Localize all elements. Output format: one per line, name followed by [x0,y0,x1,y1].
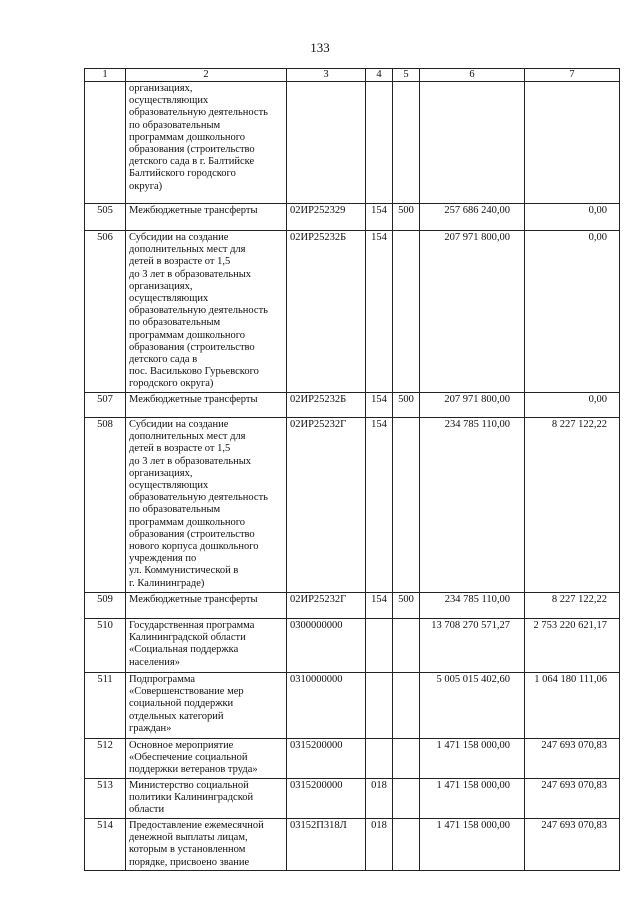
row-col5 [393,819,420,871]
row-col4: 154 [366,231,393,393]
row-amount-7: 0,00 [525,393,620,418]
row-col4: 018 [366,779,393,819]
row-number: 510 [85,619,126,673]
row-amount-6: 234 785 110,00 [420,593,525,619]
row-amount-6: 1 471 158 000,00 [420,779,525,819]
row-code: 02ИР25232Г [287,593,366,619]
row-col5 [393,779,420,819]
row-col5 [393,619,420,673]
row-amount-6 [420,82,525,204]
row-name: Межбюджетные трансферты [126,204,287,231]
row-col4: 154 [366,204,393,231]
table-row [85,82,620,204]
row-amount-6: 13 708 270 571,27 [420,619,525,673]
row-col4: 154 [366,593,393,619]
row-number: 506 [85,231,126,393]
row-number: 514 [85,819,126,871]
row-col5 [393,82,420,204]
row-number: 513 [85,779,126,819]
header-col-2: 2 [126,69,287,82]
page-number: 133 [310,40,330,55]
budget-table [84,68,620,871]
row-number: 511 [85,673,126,739]
row-code: 02ИР252329 [287,204,366,231]
row-number: 512 [85,739,126,779]
row-name: Межбюджетные трансферты [126,593,287,619]
row-code: 0300000000 [287,619,366,673]
row-col5 [393,739,420,779]
table-header-row [85,69,620,82]
table-row [85,418,620,593]
row-col5 [393,673,420,739]
row-amount-7: 0,00 [525,231,620,393]
table-row [85,779,620,819]
header-col-6: 6 [420,69,525,82]
row-amount-6: 234 785 110,00 [420,418,525,593]
row-name: Государственная программа Калининградской области «Социальная поддержка населения» [126,619,287,673]
header-col-1: 1 [85,69,126,82]
row-col4: 154 [366,418,393,593]
row-amount-7: 0,00 [525,204,620,231]
row-amount-6: 5 005 015 402,60 [420,673,525,739]
row-col5: 500 [393,204,420,231]
row-amount-7: 247 693 070,83 [525,739,620,779]
row-col5 [393,231,420,393]
row-col4 [366,739,393,779]
row-code [287,82,366,204]
row-code: 03152П318Л [287,819,366,871]
row-name: организациях, осуществляющих образовательную деятельность по образовательным программам дошкольного образования (строительство детского сада в г. Балтийске Балтийского городского округа) [126,82,287,204]
row-col4 [366,619,393,673]
row-amount-6: 207 971 800,00 [420,231,525,393]
row-amount-7: 247 693 070,83 [525,779,620,819]
row-col4 [366,673,393,739]
row-name: Субсидии на создание дополнительных мест для детей в возрасте от 1,5 до 3 лет в образовательных организациях, осуществляющих образовательную деятельность по образовательным программам дошкольного образования (строительство детского сада в пос. Васильково Гурьевского городского округа) [126,231,287,393]
header-col-3: 3 [287,69,366,82]
header-col-7: 7 [525,69,620,82]
row-amount-7: 8 227 122,22 [525,418,620,593]
row-col4: 154 [366,393,393,418]
row-amount-6: 1 471 158 000,00 [420,819,525,871]
row-number: 509 [85,593,126,619]
row-amount-6: 207 971 800,00 [420,393,525,418]
row-name: Межбюджетные трансферты [126,393,287,418]
row-amount-7: 1 064 180 111,06 [525,673,620,739]
row-code: 02ИР25232Б [287,393,366,418]
row-number: 508 [85,418,126,593]
table-row [85,673,620,739]
table-row [85,231,620,393]
row-code: 02ИР25232Г [287,418,366,593]
row-name: Подпрограмма «Совершенствование мер социальной поддержки отдельных категорий граждан» [126,673,287,739]
row-col4: 018 [366,819,393,871]
row-col4 [366,82,393,204]
row-col5: 500 [393,393,420,418]
row-amount-7: 247 693 070,83 [525,819,620,871]
row-amount-6: 257 686 240,00 [420,204,525,231]
table-row [85,393,620,418]
row-col5: 500 [393,593,420,619]
row-code: 0310000000 [287,673,366,739]
row-name: Основное мероприятие «Обеспечение социальной поддержки ветеранов труда» [126,739,287,779]
row-number: 505 [85,204,126,231]
row-code: 0315200000 [287,779,366,819]
table-row [85,739,620,779]
row-code: 0315200000 [287,739,366,779]
table-row [85,619,620,673]
row-amount-7: 8 227 122,22 [525,593,620,619]
row-name: Предоставление ежемесячной денежной выплаты лицам, которым в установленном порядке, присвоено звание [126,819,287,871]
row-name: Министерство социальной политики Калининградской области [126,779,287,819]
row-amount-7: 2 753 220 621,17 [525,619,620,673]
row-amount-7 [525,82,620,204]
row-col5 [393,418,420,593]
row-number [85,82,126,204]
table-row [85,819,620,871]
header-col-4: 4 [366,69,393,82]
row-code: 02ИР25232Б [287,231,366,393]
row-number: 507 [85,393,126,418]
row-amount-6: 1 471 158 000,00 [420,739,525,779]
header-col-5: 5 [393,69,420,82]
table-row [85,593,620,619]
row-name: Субсидии на создание дополнительных мест для детей в возрасте от 1,5 до 3 лет в образовательных организациях, осуществляющих образовательную деятельность по образовательным программам дошкольного образования (строительство нового корпуса дошкольного учреждения по ул. Коммунистической в г. Калининграде) [126,418,287,593]
table-row [85,204,620,231]
